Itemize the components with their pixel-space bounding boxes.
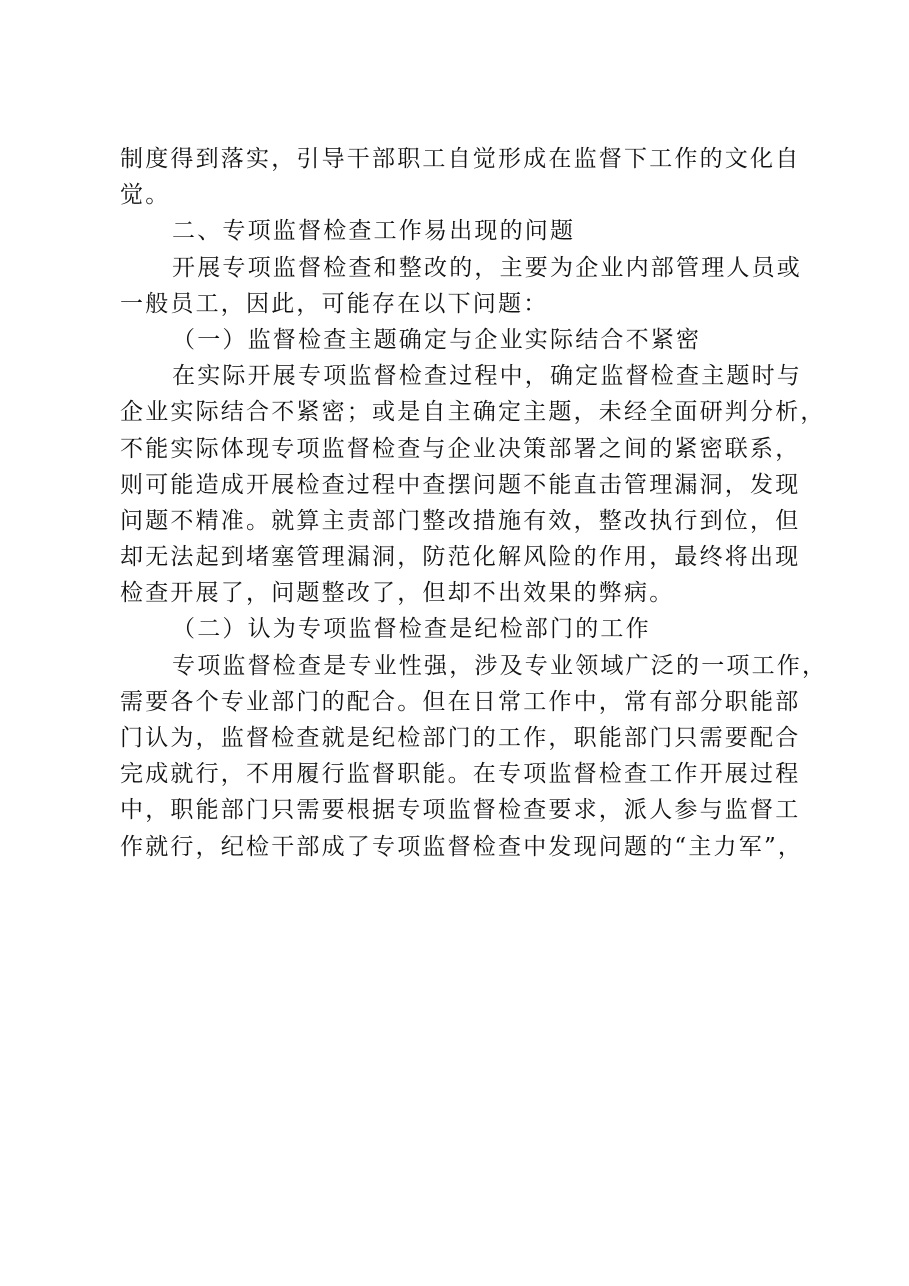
subsection-heading: （一）监督检查主题确定与企业实际结合不紧密: [172, 326, 702, 353]
text-line: 中，职能部门只需要根据专项监督检查要求，派人参与监督工: [120, 797, 801, 824]
text-line: 问题不精准。就算主责部门整改措施有效，整改执行到位，但: [120, 507, 801, 534]
text-line: 却无法起到堵塞管理漏洞，防范化解风险的作用，最终将出现: [120, 544, 801, 571]
text-line: 则可能造成开展检查过程中查摆问题不能直击管理漏洞，发现: [120, 471, 801, 498]
section-heading: 二、专项监督检查工作易出现的问题: [172, 218, 576, 245]
text-line: 完成就行，不用履行监督职能。在专项监督检查工作开展过程: [120, 761, 801, 788]
text-line: 需要各个专业部门的配合。但在日常工作中，常有部分职能部: [120, 688, 801, 715]
text-line: 一般员工，因此，可能存在以下问题：: [120, 290, 549, 317]
text-line: 企业实际结合不紧密；或是自主确定主题，未经全面研判分析，: [120, 399, 826, 426]
text-line: 门认为，监督检查就是纪检部门的工作，职能部门只需要配合: [120, 725, 801, 751]
text-line: 不能实际体现专项监督检查与企业决策部署之间的紧密联系，: [120, 435, 801, 462]
subsection-heading: （二）认为专项监督检查是纪检部门的工作: [172, 616, 651, 643]
text-line: 觉。: [120, 182, 171, 209]
text-line: 作就行，纪检干部成了专项监督检查中发现问题的“主力军”，: [120, 833, 804, 860]
text-line: 检查开展了，问题整改了，但却不出效果的弊病。: [120, 580, 675, 607]
paragraph-start: 开展专项监督检查和整改的，主要为企业内部管理人员或: [172, 254, 802, 281]
document-body: [120, 141, 828, 865]
text-line: 制度得到落实，引导干部职工自觉形成在监督下工作的文化自: [120, 146, 801, 172]
paragraph-start: 在实际开展专项监督检查过程中，确定监督检查主题时与: [172, 363, 802, 390]
paragraph-start: 专项监督检查是专业性强，涉及专业领域广泛的一项工作，: [172, 652, 828, 679]
